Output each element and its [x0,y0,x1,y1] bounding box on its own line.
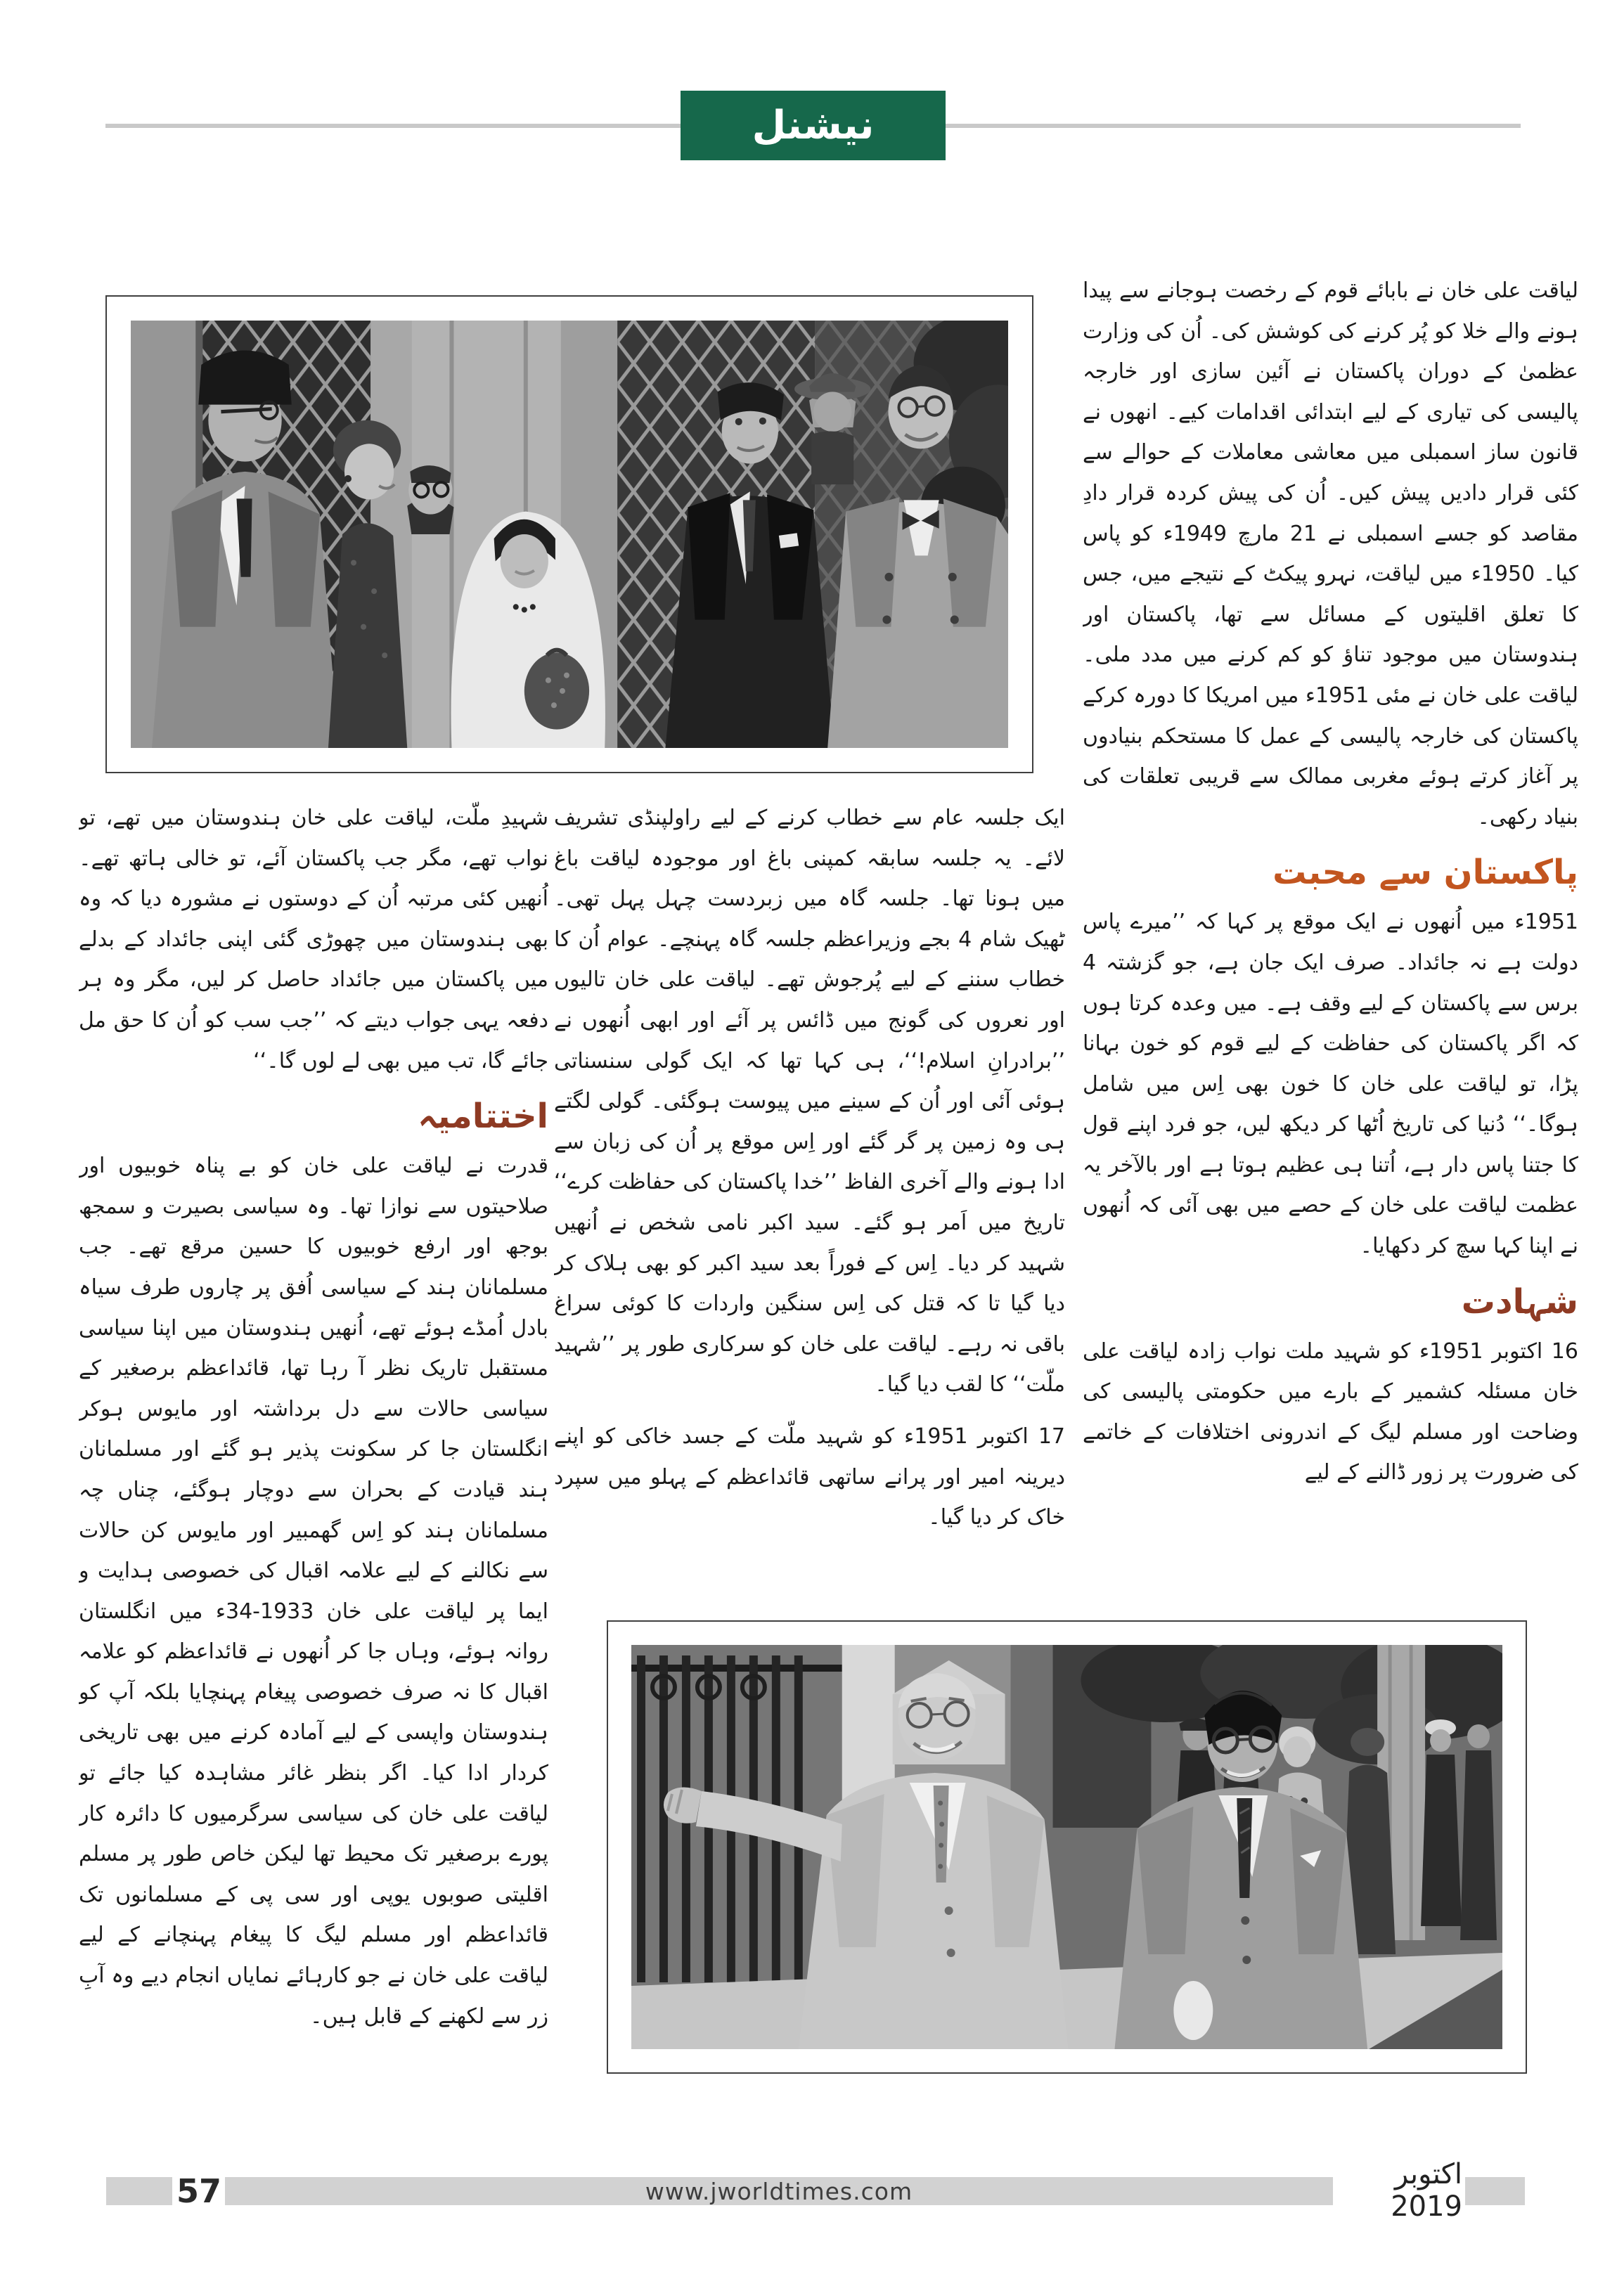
paragraph: شہیدِ ملّت، لیاقت علی خان ہندوستان میں تھے، تو نواب تھے، مگر جب پاکستان آئے، تو خالی ہاتھ تھے۔ اُنھیں کئی مرتبہ اُن کے دوستوں نے مشورہ دیا کہ وہ بھی ہندوستان میں چھوڑی گئی اپنی جائداد کے بدلے میں پاکستان میں جائداد حاصل کر لیں، مگر وہ ہر دفعہ یہی جواب دیتے کہ ’’جب سب کو اُن کا حق مل جائے گا، تب میں بھی لے لوں گا۔‘‘ [79,806,548,1073]
bottom-photo-frame [607,1620,1527,2074]
paragraph: ایک جلسہ عام سے خطاب کرنے کے لیے راولپنڈی تشریف لائے۔ یہ جلسہ سابقہ کمپنی باغ اور موجودہ لیاقت باغ میں ہونا تھا۔ جلسہ گاہ میں زبردست چہل پہل تھی۔ ٹھیک شام 4 بجے وزیراعظم جلسہ گاہ پہنچے۔ عوام اُن کا خطاب سننے کے لیے پُرجوش تھے۔ لیاقت علی خان تالیوں اور نعروں کی گونج میں ڈائس پر آئے اور ابھی اُنھوں نے ’’برادرانِ اسلام!‘‘، ہی کہا تھا کہ ایک گولی سنسناتی ہوئی آئی اور اُن کے سینے میں پیوست ہوگئی۔ گولی لگتے ہی وہ زمین پر گر گئے اور اِس موقع پر اُن کی زبان سے ادا ہونے والے آخری الفاظ ’’خدا پاکستان کی حفاظت کرے‘‘ تاریخ میں اَمر ہو گئے۔ سید اکبر نامی شخص نے اُنھیں شہید کر دیا۔ اِس کے فوراً بعد سید اکبر کو بھی ہلاک کر دیا گیا تا کہ قتل کی اِس سنگین واردات کا کوئی سراغ باقی نہ رہے۔ لیاقت علی خان کو سرکاری طور پر ’’شہید ملّت‘‘ کا لقب دیا گیا۔ [554,806,1065,1397]
bottom-photo [631,1645,1502,2049]
paragraph: 17 اکتوبر 1951ء کو شہید ملّت کے جسد خاکی کو اپنے دیرینہ امیر اور پرانے ساتھی قائداعظم کے پہلو میں سپرد خاک کر دیا گیا۔ [554,1423,1065,1530]
white-gloves [1173,1981,1213,2040]
top-photo-frame [105,295,1033,773]
column-right [1083,271,1578,1617]
handbag [524,652,589,729]
page-number: 57 [176,2172,221,2210]
section-heading-shahadat: شہادت [1461,1281,1578,1322]
header-rule-left [105,124,681,128]
paragraph: لیاقت علی خان نے بابائے قوم کے رخصت ہوجانے سے پیدا ہونے والے خلا کو پُر کرنے کی کوشش کی۔ اُن کی وزارت عظمیٰ کے دوران پاکستان نے آئین سازی اور خارجہ پالیسی کی تیاری کے لیے ابتدائی اقدامات کیے۔ انھوں نے قانون ساز اسمبلی میں معاشی معاملات کے حوالے سے کئی قرار دادیں پیش کیں۔ اُن کی پیش کردہ قرار دادِ مقاصد کو جسے اسمبلی نے 21 مارچ 1949ء کو پاس کیا۔ 1950ء میں لیاقت، نہرو پیکٹ کے نتیجے میں، جس کا تعلق اقلیتوں کے مسائل سے تھا، پاکستان اور ہندوستان میں موجود تناؤ کو کم کرنے میں مدد ملی۔ لیاقت علی خان نے مئی 1951ء میں امریکا کا دورہ کرکے پاکستان کی خارجہ پالیسی کے عمل کا مستحکم بنیادوں پر آغاز کرتے ہوئے مغربی ممالک سے قریبی تعلقات کی بنیاد رکھی۔ [1083,278,1578,829]
section-heading-ikhtitamia: اختتامیہ [418,1097,548,1137]
paragraph: 1951ء میں اُنھوں نے ایک موقع پر کہا کہ ’’میرے پاس دولت ہے نہ جائداد۔ صرف ایک جان ہے، جو گزشتہ 4 برس سے پاکستان کے لیے وقف ہے۔ میں وعدہ کرتا ہوں کہ اگر پاکستان کی حفاظت کے لیے قوم کو خون بہانا پڑا، تو لیاقت علی خان کا خون بھی اِس میں شامل ہوگا۔‘‘ دُنیا کی تاریخ اُٹھا کر دیکھ لیں، جو فرد اپنے قول کا جتنا پاس دار ہے، اُتنا ہی عظیم ہوتا ہے اور بالآخر یہ عظمت لیاقت علی خان کے حصے میں بھی آئی کہ اُنھوں نے اپنا کہا سچ کر دکھایا۔ [1083,910,1578,1259]
paragraph: قدرت نے لیاقت علی خان کو بے پناہ خوبیوں اور صلاحیتوں سے نوازا تھا۔ وہ سیاسی بصیرت و سمجھ بوجھ اور ارفع خوبیوں کا حسین مرقع تھے۔ جب مسلمانان ہند کے سیاسی اُفق پر چاروں طرف سیاہ بادل اُمڈے ہوئے تھے، اُنھیں ہندوستان میں اپنا سیاسی مستقبل تاریک نظر آ رہا تھا، قائداعظم برصغیر کے سیاسی حالات سے دل برداشتہ اور مایوس ہوکر انگلستان جا کر سکونت پذیر ہو گئے اور مسلمانان ہند قیادت کے بحران سے دوچار ہوگئے، چناں چہ مسلمانان ہند کو اِس گھمبیر اور مایوس کن حالات سے نکالنے کے لیے علامہ اقبال کی خصوصی ہدایت و ایما پر لیاقت علی خان 1933-34ء میں انگلستان روانہ ہوئے، وہاں جا کر اُنھوں نے قائداعظم کو علامہ اقبال کا نہ صرف خصوصی پیغام پہنچایا بلکہ آپ کو ہندوستان واپسی کے لیے آمادہ کرنے میں بھی تاریخی کردار ادا کیا۔ اگر بنظر غائر مشاہدہ کیا جائے تو لیاقت علی خان کی سیاسی سرگرمیوں کا دائرہ کار پورے برصغیر تک محیط تھا لیکن خاص طور پر مسلم اقلیتی صوبوں یوپی اور سی پی کے مسلمانوں تک قائداعظم اور مسلم لیگ کا پیغام پہنچانے کے لیے لیاقت علی خان نے جو کارہائے نمایاں انجام دیے وہ آبِ زر سے لکھنے کے قابل ہیں۔ [79,1154,548,2029]
footer-right-block [1465,2177,1525,2205]
footer-issue-date: اکتوبر 2019 [1391,2158,1462,2223]
column-middle [554,798,1065,1557]
top-photo [131,321,1008,748]
figure-man-glasses [407,465,453,534]
paragraph: 16 اکتوبر 1951ء کو شہید ملت نواب زادہ لیاقت علی خان مسئلہ کشمیر کے بارے میں حکومتی پالیسی کی وضاحت اور مسلم لیگ کے اندرونی اختلافات کے خاتمے کی ضرورت پر زور ڈالنے کے لیے [1083,1338,1578,1485]
section-label: نیشنل [752,103,875,148]
footer-bar [225,2177,1333,2205]
footer-website: www.jworldtimes.com [645,2177,913,2205]
header-rule-right [946,124,1521,128]
column-left [79,798,548,2114]
footer-left-block [106,2177,172,2205]
section-banner [681,91,946,160]
section-heading-pakistan-se-mohabbat: پاکستان سے محبت [1272,853,1578,893]
